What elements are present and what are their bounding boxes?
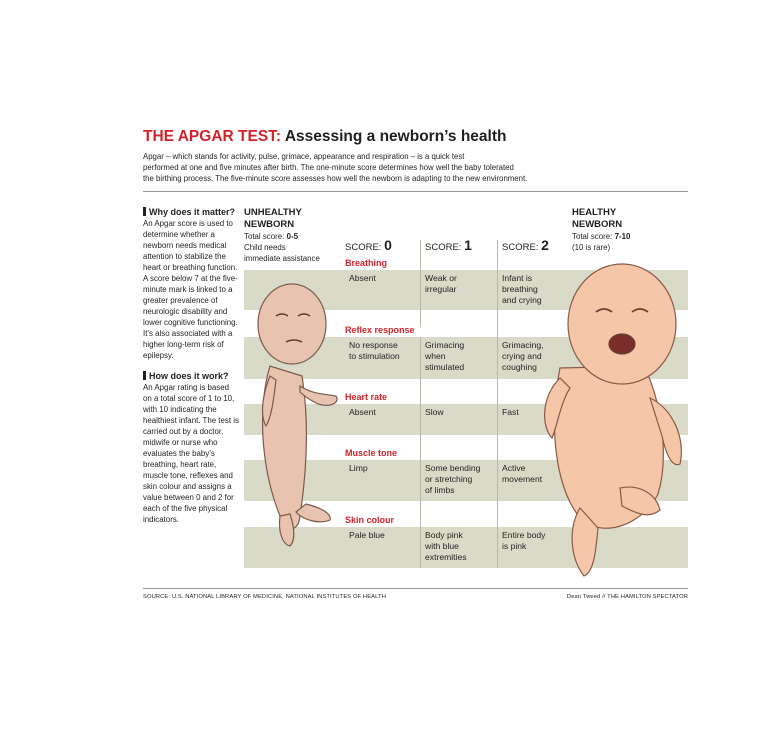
criterion-label-skin-colour: Skin colour bbox=[342, 513, 400, 527]
intro-line: the birthing process. The five-minute score assesses how well the newborn is adapting to the new environment. bbox=[143, 174, 528, 183]
intro-text bbox=[143, 151, 563, 184]
skin-colour-score-1: Body pink with blue extremities bbox=[425, 530, 467, 562]
healthy-score: Total score: 7-10 bbox=[572, 232, 631, 241]
muscle-tone-score-2: Active movement bbox=[502, 463, 543, 484]
source-note: SOURCE: U.S. NATIONAL LIBRARY OF MEDICINE, NATIONAL INSTITUTES OF HEALTH bbox=[143, 594, 386, 600]
healthy-header bbox=[572, 207, 672, 253]
heart-rate-score-2: Fast bbox=[502, 407, 519, 417]
criterion-label-muscle-tone: Muscle tone bbox=[342, 446, 403, 460]
how-text: An Apgar rating is based on a total score of 1 to 10, with 10 indicating the healthiest infant. The test is carried out by a doctor, midwife or nurse who evaluates the baby’s breathing, heart rate, muscle tone, reflexes and skin colour and assigns a value between 0 and 2 for each of the five physical indicators. bbox=[143, 383, 239, 524]
criterion-label-heart-rate: Heart rate bbox=[342, 390, 393, 404]
breathing-score-0: Absent bbox=[349, 273, 376, 283]
credit-line: Dean Tweed // THE HAMILTON SPECTATOR bbox=[566, 594, 688, 600]
heading-bar bbox=[143, 207, 146, 216]
title-highlight: THE APGAR TEST: bbox=[143, 128, 282, 145]
top-divider bbox=[143, 191, 688, 192]
muscle-tone-score-0: Limp bbox=[349, 463, 368, 473]
healthy-heading: HEALTHY bbox=[572, 207, 617, 218]
heart-rate-score-1: Slow bbox=[425, 407, 444, 417]
crying-mouth bbox=[609, 334, 635, 354]
muscle-tone-score-1: Some bending or stretching of limbs bbox=[425, 463, 481, 495]
healthy-heading: NEWBORN bbox=[572, 219, 623, 230]
unhealthy-note: Child needs bbox=[244, 243, 286, 252]
breathing-score-2: Infant is breathing and crying bbox=[502, 273, 542, 305]
healthy-note: (10 is rare) bbox=[572, 243, 611, 252]
score-1-label: SCORE: 1 bbox=[425, 237, 472, 253]
reflex-score-0: No response to stimulation bbox=[349, 340, 400, 361]
title-subject: Assessing a newborn’s health bbox=[284, 128, 507, 145]
reflex-score-1: Grimacing when stimulated bbox=[425, 340, 465, 372]
why-text: An Apgar score is used to determine whether a newborn needs medical attention to stabilize the heart or breathing function. A score below 7 at the five-minute mark is linked to a greater prevalence of neurologic disability and lower cognitive functioning. It’s also associated with a higher long-term risk of epilepsy. bbox=[143, 219, 238, 360]
heart-rate-score-0: Absent bbox=[349, 407, 376, 417]
unhealthy-heading: UNHEALTHY bbox=[244, 207, 302, 218]
heading-bar bbox=[143, 371, 146, 380]
criterion-label-reflex-response: Reflex response bbox=[342, 323, 421, 337]
unhealthy-header bbox=[244, 207, 334, 264]
unhealthy-score: Total score: 0-5 bbox=[244, 232, 298, 241]
intro-line: Apgar – which stands for activity, pulse, grimace, appearance and respiration – is a quick test bbox=[143, 152, 465, 161]
healthy-newborn-illustration bbox=[540, 258, 690, 578]
breathing-score-1: Weak or irregular bbox=[425, 273, 457, 294]
column-divider bbox=[420, 240, 421, 568]
page-title bbox=[143, 128, 506, 146]
how-heading: How does it work? bbox=[143, 371, 239, 382]
unhealthy-note: immediate assistance bbox=[244, 254, 320, 263]
intro-line: performed at one and five minutes after birth. The one-minute score determines how well the baby tolerated bbox=[143, 163, 514, 172]
sidebar bbox=[143, 207, 239, 525]
score-0-label: SCORE: 0 bbox=[345, 237, 392, 253]
skin-colour-score-2: Entire body is pink bbox=[502, 530, 546, 551]
why-heading: Why does it matter? bbox=[143, 207, 239, 218]
reflex-score-2: Grimacing, crying and coughing bbox=[502, 340, 544, 372]
column-divider bbox=[497, 240, 498, 568]
unhealthy-newborn-illustration bbox=[240, 276, 340, 558]
score-2-label: SCORE: 2 bbox=[502, 237, 549, 253]
unhealthy-heading: NEWBORN bbox=[244, 219, 295, 230]
criterion-label-breathing: Breathing bbox=[342, 256, 393, 270]
bottom-divider bbox=[143, 588, 688, 589]
skin-colour-score-0: Pale blue bbox=[349, 530, 385, 540]
